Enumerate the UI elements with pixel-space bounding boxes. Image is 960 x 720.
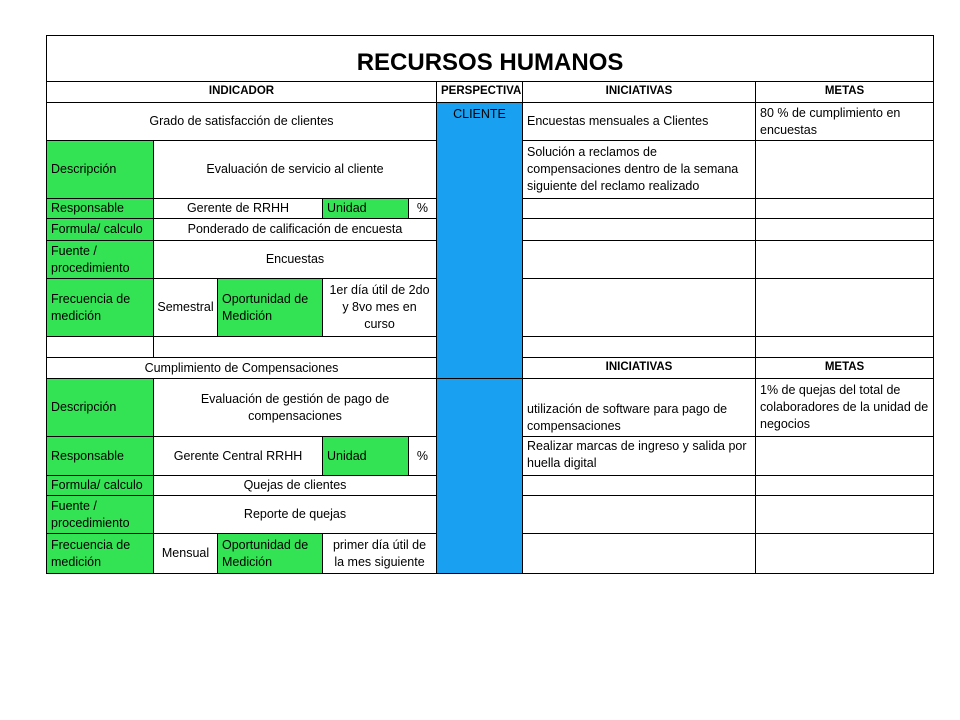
label-responsable: Responsable — [47, 199, 154, 219]
label-formula: Formula/ calculo — [47, 476, 154, 496]
header-metas: METAS — [756, 358, 934, 379]
empty-cell — [47, 337, 154, 358]
empty-cell — [523, 337, 756, 358]
value-frecuencia: Mensual — [154, 534, 218, 574]
value-oportunidad: primer día útil de la mes siguiente — [323, 534, 437, 574]
initiative-cell — [523, 534, 756, 574]
goal-cell — [756, 476, 934, 496]
header-perspectiva: PERSPECTIVA — [437, 82, 523, 103]
initiative-cell: Realizar marcas de ingreso y salida por huella digital — [523, 437, 756, 476]
value-fuente: Reporte de quejas — [154, 496, 437, 534]
value-descripcion: Evaluación de servicio al cliente — [154, 141, 437, 199]
goal-cell: 80 % de cumplimiento en encuestas — [756, 103, 934, 141]
perspective-cell — [437, 379, 523, 574]
kpi-table — [46, 35, 934, 574]
value-unidad: % — [416, 201, 428, 216]
label-descripcion: Descripción — [47, 141, 154, 199]
initiative-cell — [523, 279, 756, 337]
goal-cell: 1% de quejas del total de colaboradores de la unidad de negocios — [756, 379, 934, 437]
header-iniciativas: INICIATIVAS — [523, 82, 756, 103]
indicator-name: Grado de satisfacción de clientes — [47, 103, 437, 141]
empty-cell — [154, 337, 437, 358]
value-descripcion: Evaluación de gestión de pago de compensaciones — [154, 379, 437, 437]
value-oportunidad: 1er día útil de 2do y 8vo mes en curso — [323, 279, 437, 337]
value-responsable: Gerente de RRHH — [154, 199, 323, 219]
perspective-label: CLIENTE — [453, 107, 506, 121]
initiative-cell — [523, 476, 756, 496]
goal-cell — [756, 219, 934, 241]
label-fuente: Fuente / procedimiento — [47, 241, 154, 279]
responsable-unidad-cell — [323, 199, 437, 219]
value-formula: Ponderado de calificación de encuesta — [154, 219, 437, 241]
label-fuente: Fuente / procedimiento — [47, 496, 154, 534]
label-frecuencia: Frecuencia de medición — [47, 279, 154, 337]
header-metas: METAS — [756, 82, 934, 103]
header-indicador: INDICADOR — [47, 82, 437, 103]
goal-cell — [756, 496, 934, 534]
label-frecuencia: Frecuencia de medición — [47, 534, 154, 574]
initiative-cell: Encuestas mensuales a Clientes — [523, 103, 756, 141]
goal-cell — [756, 241, 934, 279]
goal-cell — [756, 141, 934, 199]
indicator-name: Cumplimiento de Compensaciones — [47, 358, 437, 379]
empty-cell — [756, 337, 934, 358]
goal-cell — [756, 534, 934, 574]
header-iniciativas: INICIATIVAS — [523, 358, 756, 379]
label-oportunidad: Oportunidad de Medición — [218, 279, 323, 337]
label-unidad: Unidad — [323, 199, 409, 218]
goal-cell — [756, 279, 934, 337]
page-title: RECURSOS HUMANOS — [47, 36, 934, 82]
value-responsable: Gerente Central RRHH — [154, 437, 323, 476]
goal-cell — [756, 199, 934, 219]
label-oportunidad: Oportunidad de Medición — [218, 534, 323, 574]
value-fuente: Encuestas — [154, 241, 437, 279]
initiative-cell — [523, 219, 756, 241]
perspective-cell — [437, 103, 523, 379]
value-unidad: % — [416, 448, 428, 463]
goal-cell — [756, 437, 934, 476]
initiative-cell: Solución a reclamos de compensaciones dentro de la semana siguiente del reclamo realizado — [523, 141, 756, 199]
label-responsable: Responsable — [47, 437, 154, 476]
label-unidad: Unidad — [323, 437, 409, 475]
responsable-unidad-cell — [323, 437, 437, 476]
value-frecuencia: Semestral — [154, 279, 218, 337]
value-formula: Quejas de clientes — [154, 476, 437, 496]
initiative-cell — [523, 241, 756, 279]
initiative-cell: utilización de software para pago de compensaciones — [523, 379, 756, 437]
label-formula: Formula/ calculo — [47, 219, 154, 241]
label-descripcion: Descripción — [47, 379, 154, 437]
initiative-cell — [523, 496, 756, 534]
initiative-cell — [523, 199, 756, 219]
